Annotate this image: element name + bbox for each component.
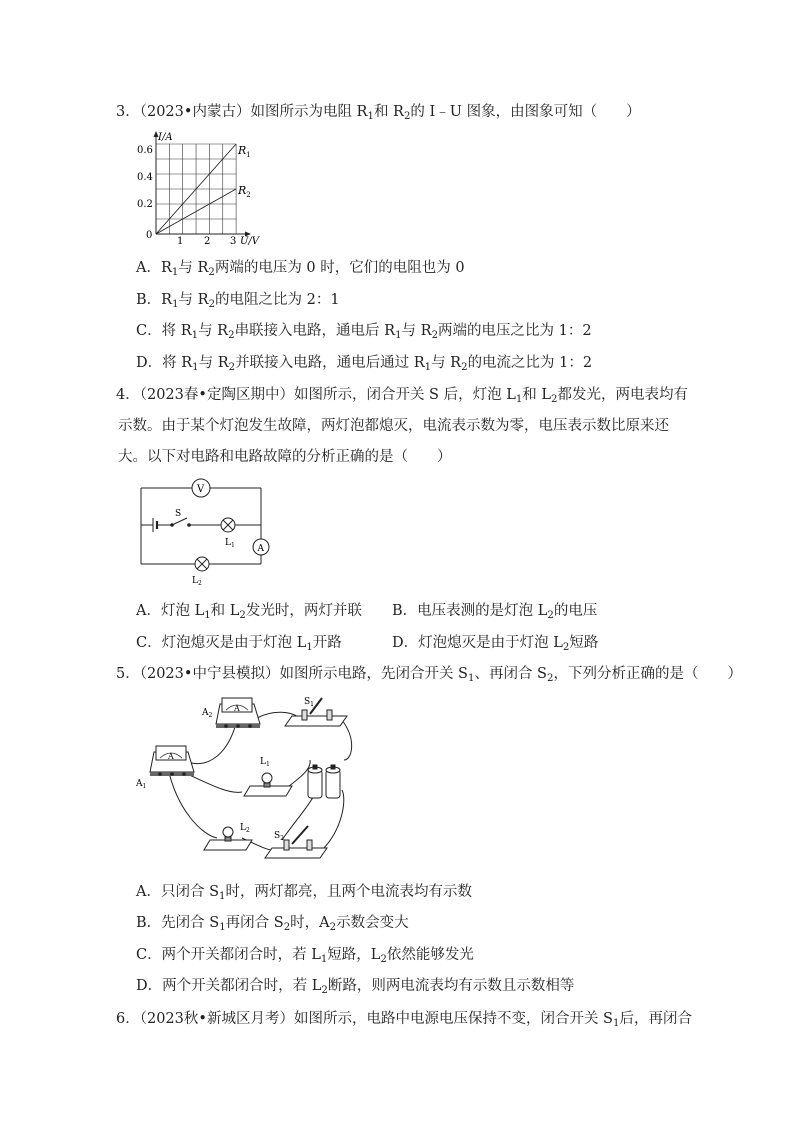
x-tick-2: 2: [204, 236, 211, 247]
q3-iu-graph: [136, 128, 276, 250]
q5-option-a[interactable]: A．只闭合 $S_1$时，两灯都亮，且两个电流表均有示数: [136, 884, 472, 902]
l1-label: $L_1$: [260, 757, 270, 768]
origin-label: 0: [146, 230, 153, 241]
q5-source: （2023•中宁县模拟）: [139, 666, 280, 682]
svg-text:A: A: [234, 704, 240, 713]
a2-label: $A_2$: [202, 708, 213, 719]
q3-option-a[interactable]: A．$R_1$与 $R_2$两端的电压为 0 时，它们的电阻也为 0: [136, 260, 465, 278]
q4-option-a[interactable]: A．灯泡 $L_1$和 $L_2$发光时，两灯并联: [136, 603, 362, 621]
ammeter-a1-icon: [150, 746, 194, 776]
q5-physical-circuit: [132, 690, 362, 872]
y-tick-0.4: 0.4: [137, 172, 153, 183]
x-axis-label: U/V: [240, 236, 260, 247]
q3-stem: 3．（2023•内蒙古）如图所示为电阻 $R_1$和 $R_2$的 I﹣U 图象，由图象可知（ ）: [116, 104, 641, 122]
lamp-l2-icon: [195, 557, 209, 571]
q4-option-d[interactable]: D．灯泡熄灭是由于灯泡 $L_2$短路: [392, 635, 599, 653]
q5-option-b[interactable]: B．先闭合 $S_1$再闭合 $S_2$时，$A_2$示数会变大: [136, 915, 409, 933]
q3-source: （2023•内蒙古）: [139, 104, 251, 120]
x-tick-3: 3: [230, 236, 237, 247]
switch-icon: [171, 518, 191, 526]
q5-number: 5．: [116, 666, 140, 682]
lamp-l1-icon: [244, 773, 292, 796]
x-tick-1: 1: [177, 236, 184, 247]
switch-s1-icon: [285, 698, 347, 726]
s2-label: $S_2$: [274, 831, 284, 842]
q4-stem-line3: 大。以下对电路和电路故障的分析正确的是（ ）: [118, 449, 452, 465]
q5-stem: 5．（2023•中宁县模拟）如图所示电路，先闭合开关 $S_1$、再闭合 $S_2$，下列分析正确的是（ ）: [116, 666, 742, 684]
svg-text:A: A: [168, 752, 174, 761]
ammeter-label: A: [257, 544, 264, 554]
q4-stem-line1: 4．（2023春•定陶区期中）如图所示，闭合开关 S 后，灯泡 $L_1$和 $L_2$都发光，两电表均有: [116, 387, 688, 405]
voltmeter-label: V: [197, 484, 205, 495]
y-axis-label: I/A: [158, 132, 173, 143]
l2-label: $L_2$: [240, 823, 250, 834]
q3-number: 3．: [116, 104, 140, 120]
r1-label: $R_1$: [238, 144, 251, 159]
q3-option-b[interactable]: B．$R_1$与 $R_2$的电阻之比为 2：1: [136, 292, 340, 310]
q4-option-c[interactable]: C．灯泡熄灭是由于灯泡 $L_1$开路: [136, 635, 342, 653]
switch-label: S: [175, 509, 182, 519]
q3-option-d[interactable]: D．将 $R_1$与 $R_2$并联接入电路，通电后通过 $R_1$与 $R_2$的电流之比为 1：2: [136, 355, 593, 373]
q4-option-b[interactable]: B．电压表测的是灯泡 $L_2$的电压: [392, 603, 598, 621]
q6-number: 6．: [116, 1011, 140, 1027]
q4-circuit-diagram: [132, 474, 277, 586]
y-tick-0.6: 0.6: [137, 145, 153, 156]
q5-option-d[interactable]: D．两个开关都闭合时，若 $L_2$断路，则两电流表均有示数且示数相等: [136, 978, 575, 996]
s1-label: $S_1$: [304, 697, 314, 708]
a1-label: $A_1$: [136, 779, 147, 790]
lamp-l1-label: $L_1$: [225, 538, 235, 549]
r2-label: $R_2$: [238, 184, 251, 199]
battery-icon: [308, 765, 340, 798]
ammeter-a2-icon: [216, 698, 260, 728]
q6-stem: 6．（2023秋•新城区月考）如图所示，电路中电源电压保持不变，闭合开关 $S_1$后，再闭合: [116, 1011, 692, 1029]
battery-icon: [153, 518, 157, 532]
lamp-l2-label: $L_2$: [192, 576, 202, 586]
q4-number: 4．: [116, 387, 140, 403]
q4-stem-line2: 示数。由于某个灯泡发生故障，两灯泡都熄灭，电流表示数为零，电压表示数比原来还: [118, 418, 669, 434]
q5-option-c[interactable]: C．两个开关都闭合时，若 $L_1$短路，$L_2$依然能够发光: [136, 947, 474, 965]
y-tick-0.2: 0.2: [137, 199, 153, 210]
q4-source: （2023春•定陶区期中）: [139, 387, 294, 403]
q3-option-c[interactable]: C．将 $R_1$与 $R_2$串联接入电路，通电后 $R_1$与 $R_2$两端的电压之比为 1：2: [136, 323, 592, 341]
lamp-l1-icon: [221, 518, 235, 532]
q6-source: （2023秋•新城区月考）: [139, 1011, 294, 1027]
